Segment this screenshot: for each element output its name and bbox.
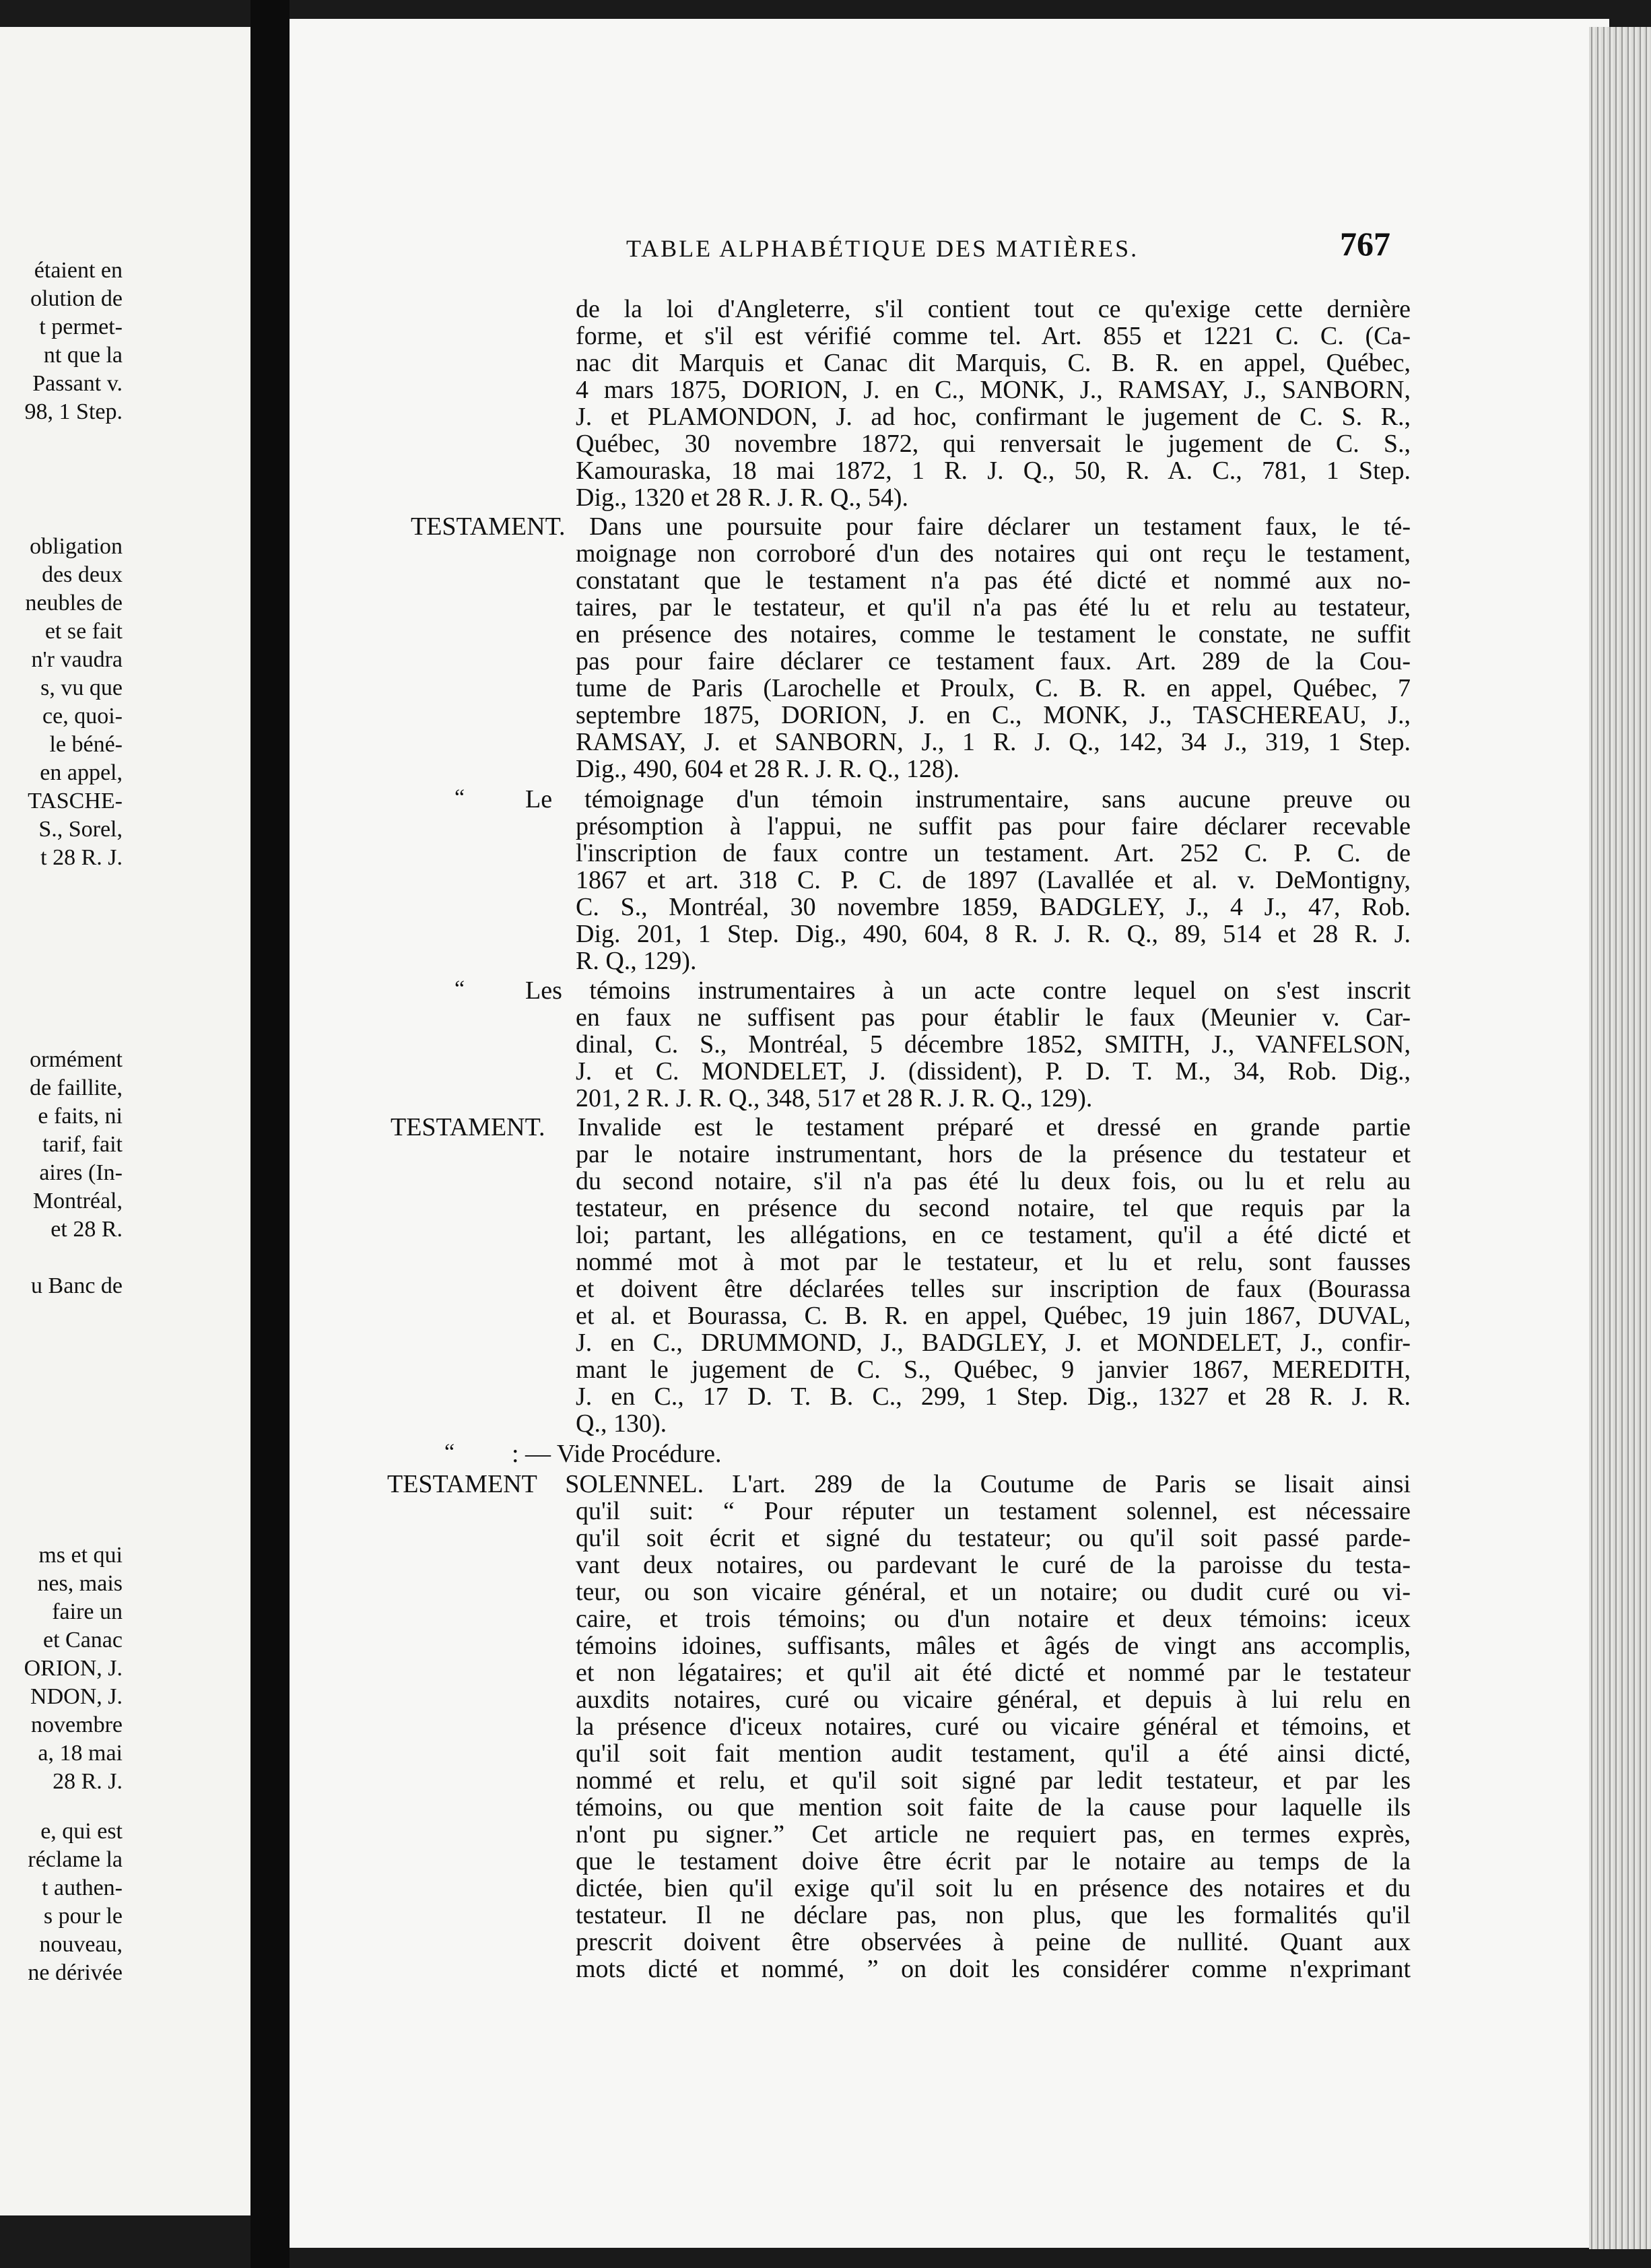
text-line: de la loi d'Angleterre, s'il contient tout ce qu'exige cette dernière [576, 295, 1411, 323]
text-line: Q., 130). [576, 1409, 667, 1438]
text-line: tume de Paris (Larochelle et Proulx, C. B. R. en appel, Québec, 7 [576, 674, 1411, 702]
text-line: septembre 1875, DORION, J. en C., MONK, J., TASCHEREAU, J., [576, 701, 1411, 729]
left-fragment: TASCHE- [28, 789, 123, 813]
left-fragment: Passant v. [32, 371, 123, 396]
text-line: moignage non corroboré d'un des notaires qui ont reçu le testament, [576, 539, 1411, 568]
text-line: Québec, 30 novembre 1872, qui renversait le jugement de C. S., [576, 430, 1411, 458]
text-line: R. Q., 129). [576, 947, 697, 975]
left-fragment: étaient en [34, 258, 123, 283]
left-fragment: aires (In- [39, 1160, 123, 1185]
page-number: 767 [1340, 225, 1390, 263]
text-line: en présence des notaires, comme le testament le constate, ne suffit [576, 620, 1411, 648]
text-line: l'inscription de faux contre un testament. Art. 252 C. P. C. de [576, 839, 1411, 867]
left-fragment: ormément [30, 1047, 123, 1072]
text-line: et non légataires; et qu'il ait été dicté et nommé par le testateur [576, 1659, 1411, 1687]
entry-heading-line: TESTAMENT. Dans une poursuite pour faire déclarer un testament faux, le té- [411, 512, 1411, 541]
running-header: TABLE ALPHABÉTIQUE DES MATIÈRES. [626, 235, 1139, 262]
text-line: Dig. 201, 1 Step. Dig., 490, 604, 8 R. J. R. Q., 89, 514 et 28 R. J. [576, 920, 1411, 948]
left-fragment: nouveau, [39, 1932, 123, 1957]
left-fragment: e, qui est [40, 1819, 123, 1844]
left-fragment: 98, 1 Step. [24, 399, 123, 424]
page-edge-stack [1589, 27, 1651, 2249]
text-line: témoins idoines, suffisants, mâles et âgés de vingt ans accomplis, [576, 1632, 1411, 1660]
text-line: J. en C., 17 D. T. B. C., 299, 1 Step. Dig., 1327 et 28 R. J. R. [576, 1382, 1411, 1411]
text-line: prescrit doivent être observées à peine de nullité. Quant aux [576, 1928, 1411, 1956]
text-line: mots dicté et nommé, ” on doit les considérer comme n'exprimant [576, 1955, 1411, 1983]
text-line: du second notaire, s'il n'a pas été lu deux fois, ou lu et relu au [576, 1167, 1411, 1195]
left-fragment: réclame la [28, 1847, 123, 1872]
text-line: qu'il soit fait mention audit testament, qu'il a été ainsi dicté, [576, 1739, 1411, 1768]
text-line: RAMSAY, J. et SANBORN, J., 1 R. J. Q., 142, 34 J., 319, 1 Step. [576, 728, 1411, 756]
text-line: qu'il suit: “ Pour réputer un testament solennel, est nécessaire [576, 1497, 1411, 1525]
left-fragment: faire un [52, 1599, 123, 1624]
text-line: nommé mot à mot par le testateur, et lu et relu, sont fausses [576, 1248, 1411, 1276]
left-fragment: des deux [42, 562, 123, 587]
left-fragment: de faillite, [30, 1075, 123, 1100]
left-fragment: e faits, ni [38, 1104, 123, 1129]
text-line: 201, 2 R. J. R. Q., 348, 517 et 28 R. J. R. Q., 129). [576, 1084, 1093, 1112]
ditto-mark: “ [454, 976, 465, 1001]
text-line: témoins, ou que mention soit faite de la cause pour laquelle ils [576, 1793, 1411, 1822]
left-fragment: tarif, fait [42, 1132, 123, 1157]
entry-heading-line: TESTAMENT. Invalide est le testament préparé et dressé en grande partie [391, 1113, 1411, 1141]
text-line: J. et PLAMONDON, J. ad hoc, confirmant le jugement de C. S. R., [576, 403, 1411, 431]
text-line: la présence d'iceux notaires, curé ou vicaire général et témoins, et [576, 1712, 1411, 1741]
text-line: présomption à l'appui, ne suffit pas pour faire déclarer recevable [576, 812, 1411, 840]
ditto-mark: “ [454, 785, 465, 810]
text-line: pas pour faire déclarer ce testament faux. Art. 289 de la Cou- [576, 647, 1411, 675]
text-line: forme, et s'il est vérifié comme tel. Art. 855 et 1221 C. C. (Ca- [576, 322, 1411, 350]
text-line: et al. et Bourassa, C. B. R. en appel, Québec, 19 juin 1867, DUVAL, [576, 1302, 1411, 1330]
left-fragment: n'r vaudra [31, 647, 123, 672]
book-spine-shadow [250, 0, 290, 2268]
left-fragment: S., Sorel, [38, 817, 123, 842]
text-line: Dig., 490, 604 et 28 R. J. R. Q., 128). [576, 755, 959, 783]
text-line: vant deux notaires, ou pardevant le curé de la paroisse du testa- [576, 1551, 1411, 1579]
left-fragment: en appel, [40, 760, 123, 785]
text-line: testateur, en présence du second notaire, tel que requis par la [576, 1194, 1411, 1222]
left-fragment: 28 R. J. [53, 1769, 123, 1794]
left-fragment: t 28 R. J. [40, 845, 123, 870]
left-fragment: s pour le [43, 1904, 123, 1929]
text-line: nommé et relu, et qu'il soit signé par ledit testateur, et par les [576, 1766, 1411, 1795]
left-fragment: le béné- [49, 732, 123, 757]
text-line: caire, et trois témoins; ou d'un notaire et deux témoins: iceux [576, 1605, 1411, 1633]
left-fragment: a, 18 mai [38, 1741, 123, 1766]
text-line: auxdits notaires, curé ou vicaire général, et depuis à lui relu en [576, 1686, 1411, 1714]
text-line: dictée, bien qu'il exige qu'il soit lu en présence des notaires et du [576, 1874, 1411, 1902]
entry-heading-line: TESTAMENT SOLENNEL. L'art. 289 de la Coutume de Paris se lisait ainsi [387, 1470, 1411, 1498]
text-line: et doivent être déclarées telles sur inscription de faux (Bourassa [576, 1275, 1411, 1303]
left-fragment: et se fait [44, 619, 123, 644]
text-line: dinal, C. S., Montréal, 5 décembre 1852, SMITH, J., VANFELSON, [576, 1030, 1411, 1059]
left-fragment: et Canac [43, 1628, 123, 1653]
text-line: J. en C., DRUMMOND, J., BADGLEY, J. et MONDELET, J., confir- [576, 1329, 1411, 1357]
text-line: mant le jugement de C. S., Québec, 9 janvier 1867, MEREDITH, [576, 1356, 1411, 1384]
main-page [290, 19, 1609, 2248]
text-line: Les témoins instrumentaires à un acte contre lequel on s'est inscrit [525, 976, 1411, 1005]
text-line: Dig., 1320 et 28 R. J. R. Q., 54). [576, 483, 908, 512]
text-line: J. et C. MONDELET, J. (dissident), P. D. T. M., 34, Rob. Dig., [576, 1057, 1411, 1086]
text-line: C. S., Montréal, 30 novembre 1859, BADGLEY, J., 4 J., 47, Rob. [576, 893, 1411, 921]
left-fragment: t authen- [42, 1875, 123, 1900]
ditto-mark: “ [444, 1440, 455, 1465]
text-line: loi; partant, les allégations, en ce testament, qu'il a été dicté et [576, 1221, 1411, 1249]
cross-reference-line: : — Vide Procédure. [512, 1440, 722, 1468]
left-fragment: nt que la [43, 343, 123, 368]
text-line: constatant que le testament n'a pas été dicté et nommé aux no- [576, 566, 1411, 595]
text-line: 4 mars 1875, DORION, J. en C., MONK, J., RAMSAY, J., SANBORN, [576, 376, 1411, 404]
text-line: Le témoignage d'un témoin instrumentaire, sans aucune preuve ou [525, 785, 1411, 813]
text-line: en faux ne suffisent pas pour établir le faux (Meunier v. Car- [576, 1003, 1411, 1032]
left-fragment: nes, mais [37, 1571, 123, 1596]
left-facing-page [0, 27, 250, 2215]
left-fragment: neubles de [25, 591, 123, 615]
text-line: n'ont pu signer.” Cet article ne requiert pas, en termes exprès, [576, 1820, 1411, 1848]
text-line: testateur. Il ne déclare pas, non plus, que les formalités qu'il [576, 1901, 1411, 1929]
text-line: teur, ou son vicaire général, et un notaire; ou dudit curé ou vi- [576, 1578, 1411, 1606]
left-fragment: et 28 R. [50, 1217, 123, 1242]
text-line: 1867 et art. 318 C. P. C. de 1897 (Lavallée et al. v. DeMontigny, [576, 866, 1411, 894]
left-fragment: obligation [30, 534, 123, 559]
text-line: par le notaire instrumentant, hors de la présence du testateur et [576, 1140, 1411, 1168]
left-fragment: olution de [30, 286, 123, 311]
text-line: Kamouraska, 18 mai 1872, 1 R. J. Q., 50, R. A. C., 781, 1 Step. [576, 457, 1411, 485]
text-line: qu'il soit écrit et signé du testateur; ou qu'il soit passé parde- [576, 1524, 1411, 1552]
left-fragment: s, vu que [40, 675, 123, 700]
left-fragment: NDON, J. [30, 1684, 123, 1709]
text-line: taires, par le testateur, et qu'il n'a pas été lu et relu au testateur, [576, 593, 1411, 622]
left-fragment: ce, quoi- [42, 704, 123, 729]
left-fragment: novembre [31, 1712, 123, 1737]
left-fragment: ne dérivée [28, 1960, 123, 1985]
text-line: que le testament doive être écrit par le notaire au temps de la [576, 1847, 1411, 1875]
left-fragment: Montréal, [32, 1189, 123, 1213]
left-fragment: u Banc de [31, 1273, 123, 1298]
left-fragment: t permet- [39, 314, 123, 339]
left-fragment: ORION, J. [24, 1656, 123, 1681]
text-line: nac dit Marquis et Canac dit Marquis, C. B. R. en appel, Québec, [576, 349, 1411, 377]
left-fragment: ms et qui [38, 1543, 123, 1568]
